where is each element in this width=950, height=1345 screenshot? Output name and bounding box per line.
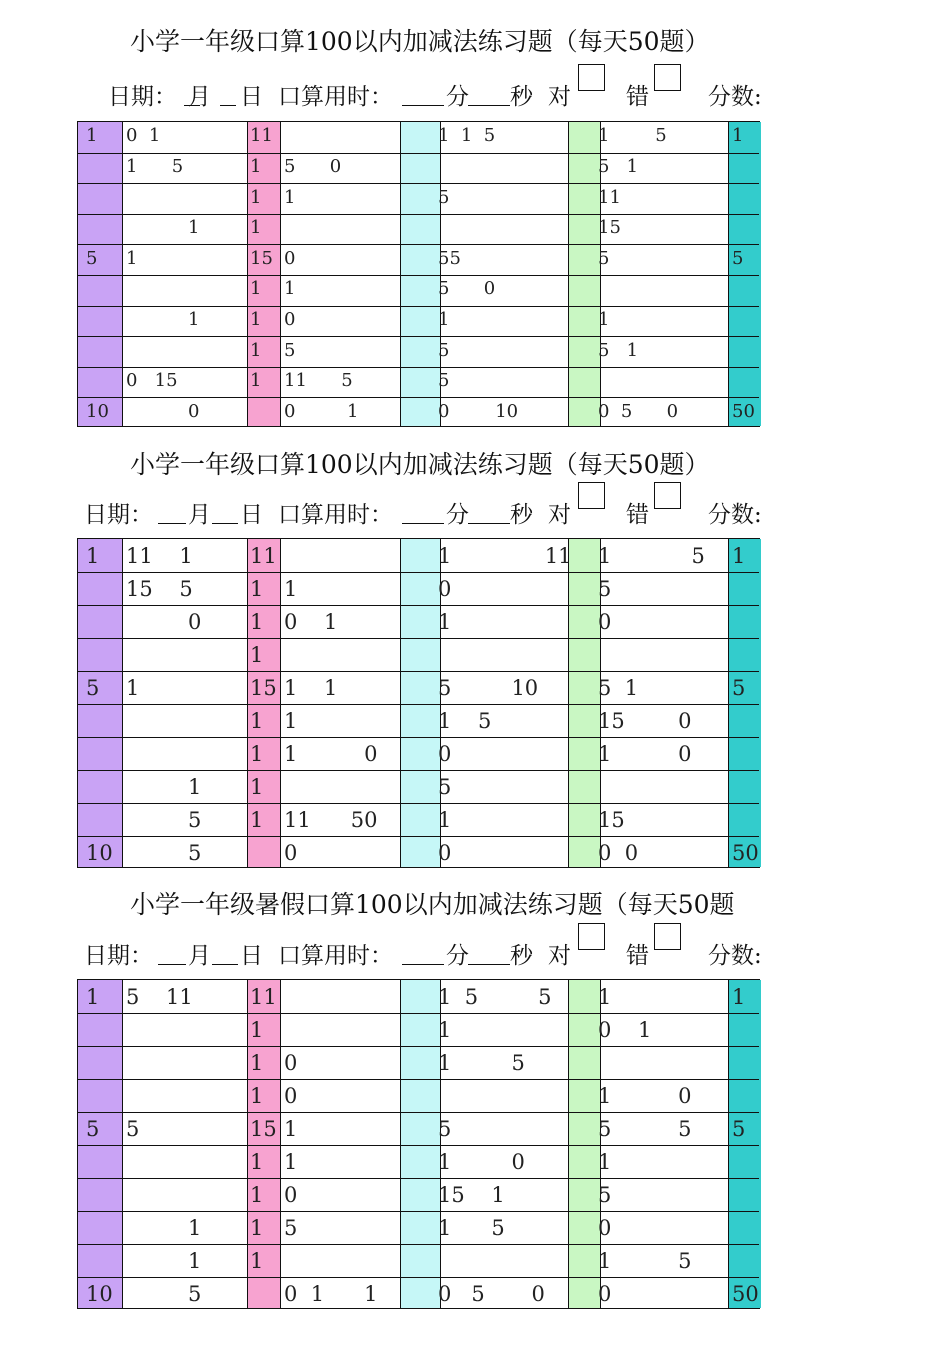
row-divider — [78, 1244, 759, 1245]
seconds-label: 秒 — [510, 943, 533, 969]
wrong-label: 错 — [626, 84, 649, 110]
month-blank[interactable] — [158, 498, 186, 524]
grid-cell: 15 — [250, 247, 273, 269]
seconds-blank[interactable] — [468, 80, 510, 106]
grid-cell: 0 — [438, 576, 452, 601]
grid-cell: 1 — [438, 609, 452, 634]
grid-cell: 0 1 — [284, 400, 359, 422]
grid-cell: 1 — [250, 155, 262, 177]
grid-cell: 5 1 — [598, 155, 639, 177]
grid-cell: 1 — [732, 543, 746, 568]
grid-cell: 5 — [284, 1215, 298, 1240]
grid-cell: 5 — [732, 675, 746, 700]
grid-cell: 0 — [438, 741, 452, 766]
grid-cell: 0 — [598, 1215, 612, 1240]
grid-cell: 5 1 — [598, 675, 639, 700]
column-divider — [247, 980, 248, 1308]
column-divider — [400, 980, 401, 1308]
grid-cell: 10 — [86, 840, 113, 865]
grid-cell: 1 — [250, 774, 264, 799]
row-divider — [78, 397, 759, 398]
score-label: 分数: — [708, 84, 762, 110]
grid-cell: 15 5 — [126, 576, 193, 601]
grid-cell: 1 0 — [598, 741, 692, 766]
grid-cell: 5 — [598, 1182, 612, 1207]
column-divider — [568, 980, 569, 1308]
grid-cell: 5 — [438, 1116, 452, 1141]
grid-cell: 1 — [598, 1149, 612, 1174]
grid-cell: 1 — [438, 1017, 452, 1042]
grid-cell: 1 — [250, 1248, 264, 1273]
row-divider — [78, 1211, 759, 1212]
wrong-box[interactable] — [654, 64, 681, 91]
grid-cell: 0 15 — [126, 370, 178, 392]
grid-cell: 0 5 0 — [598, 400, 679, 422]
column-divider — [247, 122, 248, 426]
grid-cell: 5 — [188, 1281, 202, 1306]
score-label: 分数: — [708, 943, 762, 969]
column-divider — [400, 539, 401, 867]
grid-cell: 0 — [284, 840, 298, 865]
row-divider — [78, 836, 759, 837]
row-divider — [78, 671, 759, 672]
grid-cell: 0 — [284, 1083, 298, 1108]
grid-cell: 11 — [250, 125, 273, 147]
grid-cell: 1 — [732, 125, 744, 147]
row-divider — [78, 770, 759, 771]
minutes-blank[interactable] — [402, 498, 444, 524]
grid-cell: 0 1 1 — [284, 1281, 378, 1306]
row-divider — [78, 153, 759, 154]
grid-cell: 1 — [126, 247, 138, 269]
row-divider — [78, 1178, 759, 1179]
grid-cell: 1 — [86, 543, 100, 568]
grid-cell: 5 — [598, 247, 610, 269]
grid-cell: 0 — [188, 609, 202, 634]
row-divider — [78, 367, 759, 368]
grid-cell: 5 — [86, 247, 98, 269]
seconds-blank[interactable] — [468, 498, 510, 524]
grid-cell: 1 5 5 — [438, 984, 552, 1009]
column-divider — [400, 122, 401, 426]
color-band — [400, 122, 440, 426]
grid-cell: 1 — [250, 609, 264, 634]
grid-cell: 5 1 — [598, 339, 639, 361]
grid-cell: 5 — [188, 807, 202, 832]
grid-cell: 15 — [250, 1116, 277, 1141]
time-label: 口算用时： — [278, 943, 393, 969]
color-band — [728, 122, 761, 426]
minutes-label: 分 — [446, 943, 469, 969]
day-label: 日 — [240, 84, 263, 110]
column-divider — [122, 539, 123, 867]
grid-cell: 11 50 — [284, 807, 378, 832]
grid-cell: 5 — [438, 370, 450, 392]
grid-cell: 1 0 — [598, 1083, 692, 1108]
grid-cell: 0 1 — [126, 125, 161, 147]
grid-cell: 1 — [250, 642, 264, 667]
grid-cell: 1 — [188, 1248, 202, 1273]
date-label: 日期： — [108, 84, 177, 110]
row-divider — [78, 183, 759, 184]
grid-cell: 0 0 — [598, 840, 639, 865]
color-band — [568, 122, 600, 426]
seconds-label: 秒 — [510, 84, 533, 110]
row-divider — [78, 1079, 759, 1080]
grid-cell: 1 — [284, 186, 296, 208]
month-blank[interactable] — [158, 939, 186, 965]
grid-cell: 1 — [284, 576, 298, 601]
grid-cell: 11 1 — [126, 543, 193, 568]
row-divider — [78, 275, 759, 276]
grid-cell: 1 — [86, 984, 100, 1009]
grid-cell: 1 0 — [438, 1149, 525, 1174]
grid-cell: 5 — [188, 840, 202, 865]
grid-cell: 1 — [86, 125, 98, 147]
column-divider — [280, 539, 281, 867]
column-divider — [728, 122, 729, 426]
grid-cell: 1 0 — [284, 741, 378, 766]
grid-cell: 5 — [86, 675, 100, 700]
grid-cell: 1 5 — [598, 1248, 692, 1273]
seconds-blank[interactable] — [468, 939, 510, 965]
row-divider — [78, 1145, 759, 1146]
grid-cell: 1 5 — [438, 708, 492, 733]
grid-cell: 1 — [250, 807, 264, 832]
column-divider — [122, 122, 123, 426]
grid-cell: 1 — [250, 576, 264, 601]
color-band — [728, 539, 761, 867]
column-divider — [568, 539, 569, 867]
grid-cell: 0 — [598, 1281, 612, 1306]
grid-cell: 0 — [284, 1050, 298, 1075]
grid-cell: 11 — [250, 543, 277, 568]
row-divider — [78, 737, 759, 738]
grid-cell: 0 10 — [438, 400, 519, 422]
grid-cell: 1 — [250, 1182, 264, 1207]
grid-cell: 1 — [250, 1215, 264, 1240]
grid-cell: 1 — [250, 370, 262, 392]
correct-label: 对 — [548, 502, 571, 528]
grid-cell: 1 11 — [438, 543, 572, 568]
grid-cell: 5 — [438, 339, 450, 361]
grid-cell: 1 — [284, 1149, 298, 1174]
column-divider — [122, 980, 123, 1308]
row-divider — [78, 1277, 759, 1278]
row-divider — [78, 306, 759, 307]
row-divider — [78, 605, 759, 606]
grid-cell: 0 1 — [284, 609, 338, 634]
column-divider — [728, 539, 729, 867]
color-band — [78, 539, 122, 867]
correct-label: 对 — [548, 943, 571, 969]
grid-cell: 10 — [86, 400, 109, 422]
correct-box[interactable] — [578, 64, 605, 91]
grid-cell: 0 — [438, 840, 452, 865]
grid-cell: 50 — [732, 840, 759, 865]
grid-cell: 0 — [284, 247, 296, 269]
grid-cell: 11 — [598, 186, 621, 208]
grid-cell: 1 — [250, 1149, 264, 1174]
grid-cell: 5 0 — [284, 155, 342, 177]
grid-cell: 5 — [732, 1116, 746, 1141]
grid-cell: 5 5 — [598, 1116, 692, 1141]
grid-cell: 5 10 — [438, 675, 539, 700]
grid-cell: 1 — [188, 774, 202, 799]
grid-cell: 1 — [188, 217, 200, 239]
grid-cell: 5 — [284, 339, 296, 361]
grid-cell: 1 — [284, 708, 298, 733]
date-line — [0, 937, 950, 973]
grid-cell: 1 5 — [598, 125, 667, 147]
grid-cell: 0 — [284, 308, 296, 330]
minutes-label: 分 — [446, 84, 469, 110]
grid-cell: 1 5 — [126, 155, 184, 177]
minutes-blank[interactable] — [402, 939, 444, 965]
grid-cell: 1 1 5 — [438, 125, 496, 147]
color-band — [568, 539, 600, 867]
grid-cell: 1 — [250, 339, 262, 361]
grid-cell: 0 — [598, 609, 612, 634]
grid-cell: 50 — [732, 400, 755, 422]
correct-label: 对 — [548, 84, 571, 110]
month-label: 月 — [188, 84, 211, 110]
color-band — [78, 122, 122, 426]
score-label: 分数: — [708, 502, 762, 528]
grid-cell: 1 — [438, 807, 452, 832]
grid-cell: 1 — [250, 1083, 264, 1108]
grid-cell: 1 — [250, 708, 264, 733]
grid-cell: 15 — [598, 217, 621, 239]
seconds-label: 秒 — [510, 502, 533, 528]
time-label: 口算用时： — [278, 502, 393, 528]
date-line — [0, 78, 950, 114]
color-band — [400, 539, 440, 867]
worksheet-title: 小学一年级口算100以内加减法练习题（每天50题） — [130, 27, 710, 56]
wrong-box[interactable] — [654, 482, 681, 509]
grid-cell: 11 5 — [284, 370, 353, 392]
grid-cell: 0 — [284, 1182, 298, 1207]
wrong-box[interactable] — [654, 923, 681, 950]
grid-cell: 1 1 — [284, 675, 338, 700]
grid-cell: 1 — [598, 984, 612, 1009]
wrong-label: 错 — [626, 502, 649, 528]
grid-cell: 10 — [86, 1281, 113, 1306]
worksheet-title: 小学一年级暑假口算100以内加减法练习题（每天50题 — [130, 890, 735, 919]
date-line — [0, 496, 950, 532]
grid-cell: 1 — [284, 1116, 298, 1141]
grid-cell: 1 — [732, 984, 746, 1009]
time-label: 口算用时： — [278, 84, 393, 110]
grid-cell: 0 — [188, 400, 200, 422]
minutes-label: 分 — [446, 502, 469, 528]
grid-cell: 5 11 — [126, 984, 193, 1009]
minutes-blank[interactable] — [402, 80, 444, 106]
grid-cell: 1 — [250, 186, 262, 208]
column-divider — [280, 980, 281, 1308]
grid-cell: 0 1 — [598, 1017, 652, 1042]
row-divider — [78, 336, 759, 337]
grid-cell: 5 0 — [438, 278, 496, 300]
grid-cell: 1 — [250, 1050, 264, 1075]
row-divider — [78, 244, 759, 245]
row-divider — [78, 803, 759, 804]
row-divider — [78, 572, 759, 573]
column-divider — [280, 122, 281, 426]
grid-cell: 15 — [598, 807, 625, 832]
grid-cell: 1 5 — [598, 543, 705, 568]
day-label: 日 — [240, 502, 263, 528]
row-divider — [78, 214, 759, 215]
practice-grid — [77, 121, 760, 427]
grid-cell: 55 — [438, 247, 461, 269]
grid-cell: 11 — [250, 984, 277, 1009]
grid-cell: 1 — [598, 308, 610, 330]
grid-cell: 5 — [732, 247, 744, 269]
month-blank[interactable] — [184, 80, 200, 106]
grid-cell: 5 — [598, 576, 612, 601]
worksheet-title: 小学一年级口算100以内加减法练习题（每天50题） — [130, 450, 710, 479]
row-divider — [78, 704, 759, 705]
grid-cell: 1 — [250, 308, 262, 330]
grid-cell: 1 5 — [438, 1050, 525, 1075]
grid-cell: 50 — [732, 1281, 759, 1306]
day-label: 日 — [240, 943, 263, 969]
day-blank[interactable] — [220, 80, 236, 106]
grid-cell: 5 — [438, 186, 450, 208]
grid-cell: 1 — [438, 308, 450, 330]
month-label: 月 — [188, 502, 211, 528]
grid-cell: 1 — [284, 278, 296, 300]
color-band — [78, 980, 122, 1308]
color-band — [400, 980, 440, 1308]
row-divider — [78, 1013, 759, 1014]
grid-cell: 1 — [250, 741, 264, 766]
column-divider — [568, 122, 569, 426]
column-divider — [247, 539, 248, 867]
practice-grid — [77, 979, 760, 1309]
grid-cell: 1 — [188, 1215, 202, 1240]
correct-box[interactable] — [578, 482, 605, 509]
grid-cell: 1 — [250, 1017, 264, 1042]
grid-cell: 5 — [438, 774, 452, 799]
grid-cell: 1 — [250, 217, 262, 239]
grid-cell: 0 5 0 — [438, 1281, 545, 1306]
correct-box[interactable] — [578, 923, 605, 950]
date-label: 日期： — [84, 502, 153, 528]
row-divider — [78, 638, 759, 639]
row-divider — [78, 1046, 759, 1047]
grid-cell: 1 5 — [438, 1215, 505, 1240]
grid-cell: 15 1 — [438, 1182, 505, 1207]
grid-cell: 5 — [86, 1116, 100, 1141]
practice-grid — [77, 538, 760, 868]
grid-cell: 1 — [250, 278, 262, 300]
wrong-label: 错 — [626, 943, 649, 969]
grid-cell: 5 — [126, 1116, 140, 1141]
grid-cell: 1 — [188, 308, 200, 330]
column-divider — [728, 980, 729, 1308]
color-band — [568, 980, 600, 1308]
row-divider — [78, 1112, 759, 1113]
day-blank[interactable] — [212, 498, 238, 524]
grid-cell: 15 — [250, 675, 277, 700]
month-label: 月 — [188, 943, 211, 969]
day-blank[interactable] — [212, 939, 238, 965]
color-band — [728, 980, 761, 1308]
grid-cell: 15 0 — [598, 708, 692, 733]
date-label: 日期： — [84, 943, 153, 969]
grid-cell: 1 — [126, 675, 140, 700]
